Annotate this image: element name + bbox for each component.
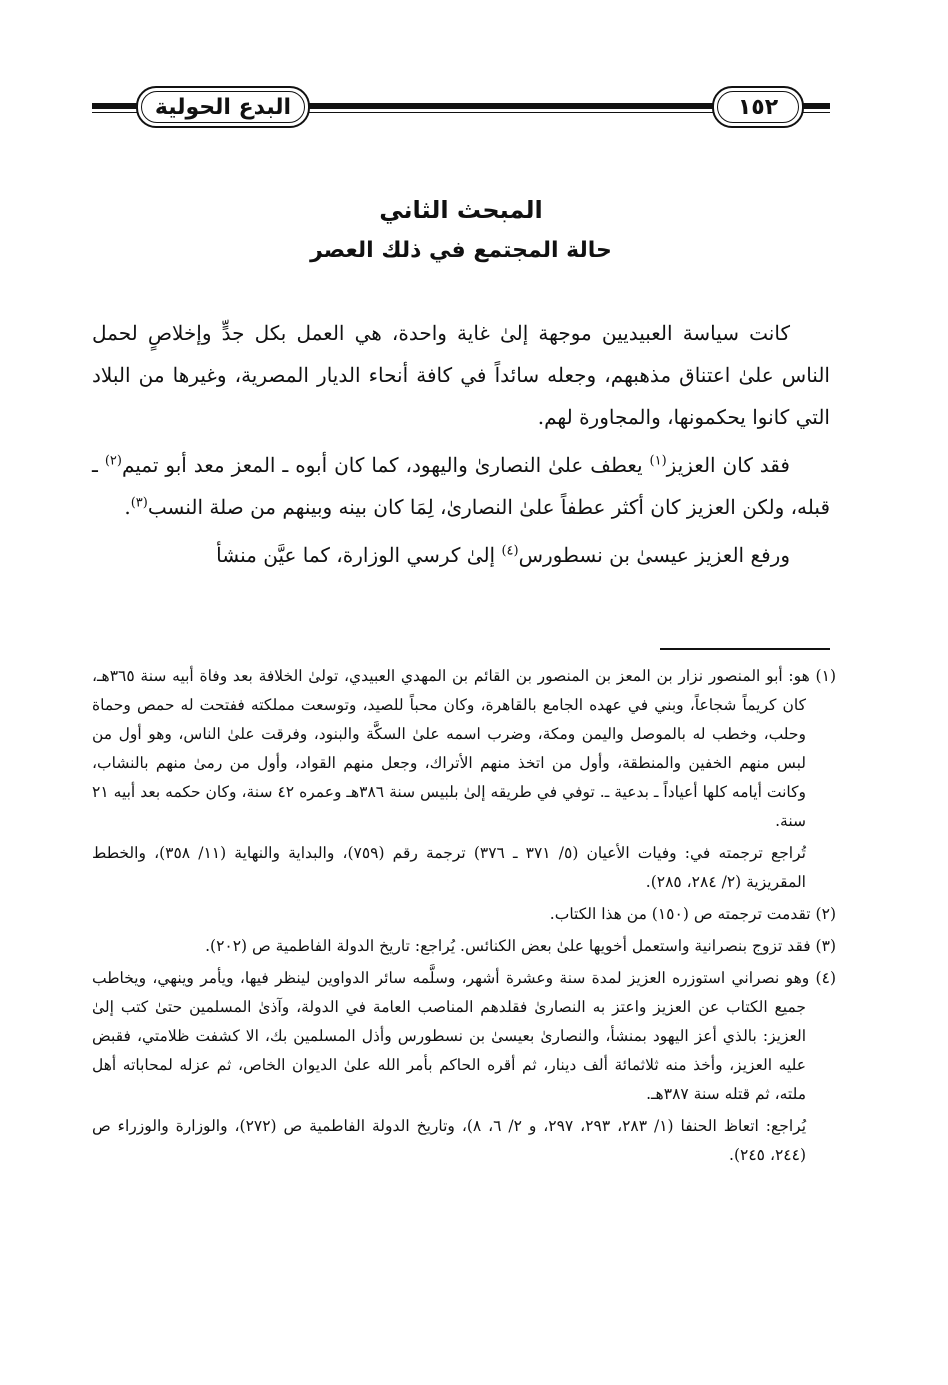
body-text	[92, 312, 830, 582]
paragraph-2-part-3: ـ قبله، ولكن العزيز كان أكثر عطفاً علىٰ النصارىٰ، لِمَا كان بينه وبينهم من صلة النسب	[92, 453, 830, 519]
page-number-cartouche	[712, 86, 804, 128]
book-title: البدع الحولية	[154, 94, 292, 120]
paragraph-3-part-2: إلىٰ كرسي الوزارة، كما عيَّن منشأ	[216, 543, 502, 567]
paragraph-2-part-1: فقد كان العزيز	[666, 453, 790, 477]
footnote-3: (٣) فقد تزوج بنصرانية واستعمل أخويها علىٰ بعض الكنائس. يُراجع: تاريخ الدولة الفاطمية ص (٢٠٢).	[205, 937, 836, 955]
footnote-1-refs: تُراجع ترجمته في: وفيات الأعيان (٥/ ٣٧١ ـ ٣٧٦) ترجمة رقم (٧٥٩)، والبداية والنهاية (١١/ ٣٥٨)، والخطط المقريزية (٢/ ٢٨٤، ٢٨٥).	[92, 844, 806, 891]
paragraph-3-part-1: ورفع العزيز عيسىٰ بن نسطورس	[518, 543, 790, 567]
page-number: ١٥٢	[737, 94, 779, 120]
paragraph-1: كانت سياسة العبيديين موجهة إلىٰ غاية واحدة، هي العمل بكل جدٍّ وإخلاصٍ لحمل الناس علىٰ اعتناق مذهبهم، وجعله سائداً في كافة أنحاء الديار المصرية، وغيرها من البلاد التي كانوا يحكمونها، والمجاورة لهم.	[92, 321, 830, 429]
footnote-ref-2[interactable]: (٢)	[104, 453, 122, 469]
footnote-1: (١) هو: أبو المنصور نزار بن المعز بن المنصور بن القائم بن المهدي العبيدي، تولىٰ الخلافة بعد وفاة أبيه سنة ٣٦٥هـ، كان كريماً شجاعاً، وبني في عهده الجامع بالقاهرة، وكان محباً للصيد، وتوسعت مملكته ففتحت له حمص وحماة وحلب، وخطب له بالموصل واليمن ومكة، وضرب اسمه علىٰ السكَّة والبنود، وفرقت علىٰ الناس، وهو أول من لبس منهم الخفين والمنطقة، وأول من اتخذ منهم الأتراك، وجعل منهم القواد، وأول من رمىٰ منهم بالنشاب، وكانت أيامه كلها أعياداً ـ بدعية ـ. توفي في طريقه إلىٰ بلبيس سنة ٣٨٦هـ وعمره ٤٢ سنة، وكان حكمه بعد أبيه ٢١ سنة.	[92, 667, 836, 830]
footnote-4-refs: يُراجع: اتعاظ الحنفا (١/ ٢٨٣، ٢٩٣، ٢٩٧، و ٢/ ٦، ٨)، وتاريخ الدولة الفاطمية ص (٢٧٢)، والوزارة والوزراء ص (٢٤٤، ٢٤٥).	[92, 1117, 807, 1164]
book-title-cartouche	[136, 86, 310, 128]
footnotes	[92, 662, 836, 1173]
section-title: المبحث الثاني	[379, 196, 543, 224]
paragraph-2-part-4: .	[124, 495, 131, 519]
footnote-separator	[660, 648, 830, 650]
section-subtitle: حالة المجتمع في ذلك العصر	[310, 238, 612, 263]
page-header	[92, 84, 830, 128]
paragraph-2	[92, 444, 830, 528]
paragraph-3	[92, 534, 830, 576]
footnote-ref-1[interactable]: (١)	[649, 453, 667, 469]
footnote-ref-3[interactable]: (٣)	[130, 495, 148, 511]
footnote-4: (٤) وهو نصراني استوزره العزيز لمدة سنة وعشرة أشهر، وسلَّمه سائر الدواوين لينظر فيها، ويأمر وينهي، ويخاطب جميع الكتاب عن العزيز واعتز به النصارىٰ فقلدهم المناصب العامة في الدولة، وآذىٰ المسلمين حتىٰ كتب إلىٰ العزيز: بالذي أعز اليهود بمنشأ، والنصارىٰ بعيسىٰ بن نسطورس وأذل المسلمين بك، الا كشفت ظلامتي، فقبض عليه العزيز، وأخذ منه ثلاثمائة ألف دينار، ثم أقره الحاكم بأمر الله علىٰ الديوان الخاص، ثم عزله لمحاباته أهل ملته، ثم قتله سنة ٣٨٧هـ.	[92, 969, 836, 1103]
footnote-ref-4[interactable]: (٤)	[501, 543, 519, 559]
footnote-2: (٢) تقدمت ترجمته ص (١٥٠) من هذا الكتاب.	[549, 905, 836, 923]
paragraph-2-part-2: يعطف علىٰ النصارىٰ واليهود، كما كان أبوه ـ المعز معد أبو تميم	[121, 453, 650, 477]
